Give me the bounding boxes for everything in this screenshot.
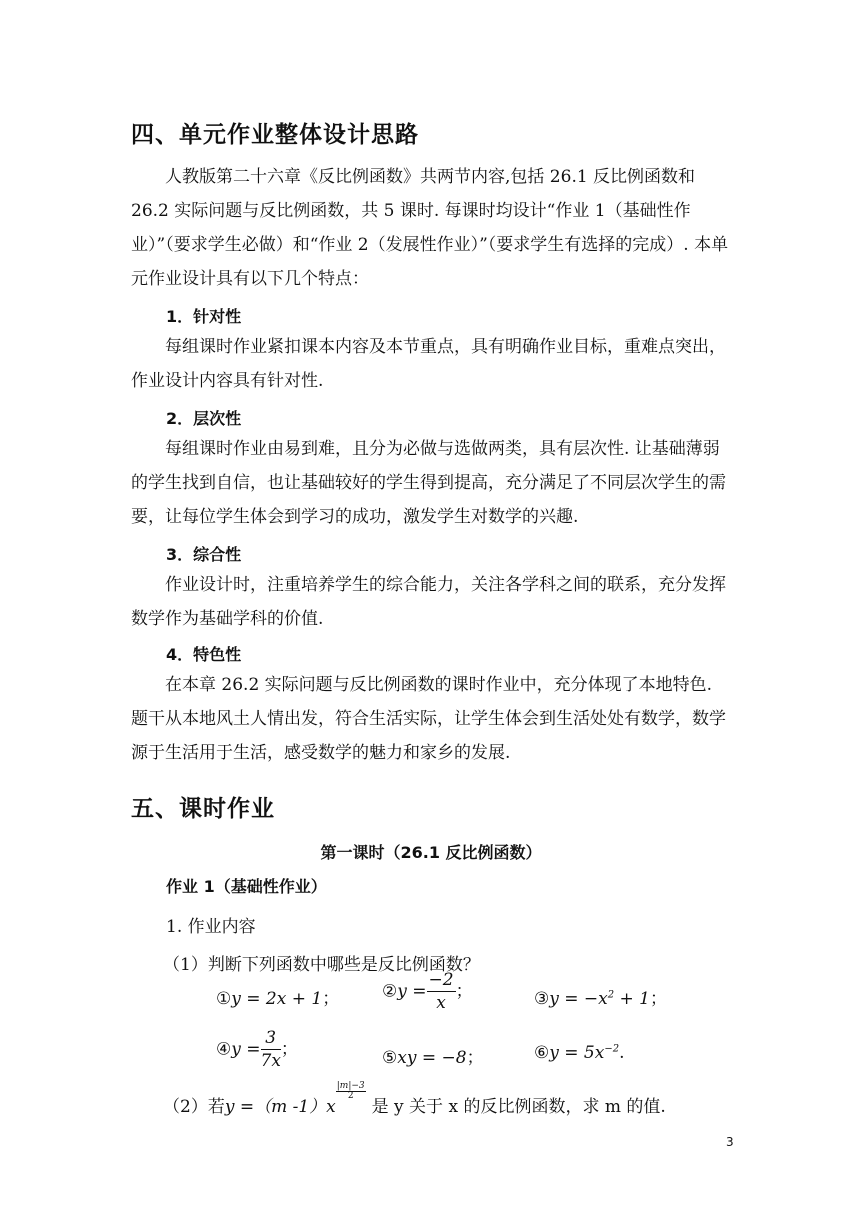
feature-3-title: 3．综合性 [166, 545, 242, 564]
option-1-punct: ； [322, 989, 340, 1009]
feature-1-text [131, 330, 731, 398]
option-3-number: ③ [534, 989, 550, 1009]
section-4-heading: 四、单元作业整体设计思路 [131, 122, 419, 148]
feature-4-title: 4．特色性 [166, 645, 242, 664]
feature-2-title: 2．层次性 [166, 409, 242, 428]
option-5-expression: xy = −8 [397, 1048, 467, 1068]
option-2-lhs: y = [397, 981, 427, 1002]
option-2-fraction [427, 972, 456, 1012]
question-2-expression: y =（m -1）x [224, 1097, 336, 1117]
feature-4-body: 在本章 26.2 实际问题与反比例函数的课时作业中，充分体现了本地特色. 题干从本地风土人情出发，符合生活实际，让学生体会到生活处处有数学，数学源于生活用于生活，感受数学的魅力和家乡的发展. [131, 675, 726, 763]
feature-2-text [131, 432, 731, 534]
feature-3-body: 作业设计时，注重培养学生的综合能力，关注各学科之间的联系，充分发挥数学作为基础学科的价值. [131, 575, 726, 629]
option-2-denominator: x [436, 993, 446, 1013]
option-4-numerator: 3 [261, 1030, 281, 1050]
question-1-prompt: （1）判断下列函数中哪些是反比例函数？ [163, 955, 480, 975]
section-5-heading: 五、课时作业 [131, 796, 275, 822]
option-4-punct: ； [280, 1039, 298, 1060]
exponent-denominator: 2 [347, 1091, 354, 1101]
homework-title: 作业 1（基础性作业） [166, 877, 327, 896]
question-2 [163, 1082, 666, 1117]
option-6-exponent: −2 [604, 1043, 620, 1055]
feature-4-text [131, 668, 731, 770]
option-2 [382, 972, 473, 1012]
option-2-numerator: −2 [428, 970, 454, 990]
option-4-number: ④ [216, 1039, 232, 1060]
option-6-punct: . [619, 1043, 625, 1063]
feature-1-title: 1．针对性 [166, 307, 242, 326]
option-1 [216, 984, 339, 1009]
exponent-numerator: |m|−3 [336, 1081, 365, 1091]
lesson-title: 第一课时（26.1 反比例函数） [320, 843, 542, 862]
option-6 [534, 1043, 624, 1063]
option-3-exponent: 2 [607, 989, 615, 1001]
option-2-number: ② [382, 981, 398, 1002]
option-3-punct: ； [650, 989, 667, 1009]
feature-1-body: 每组课时作业紧扣课本内容及本节重点，具有明确作业目标，重难点突出，作业设计内容具有针对性. [131, 337, 726, 391]
option-4-denominator: 7x [260, 1051, 281, 1071]
feature-2-body: 每组课时作业由易到难，且分为必做与选做两类，具有层次性. 让基础薄弱的学生找到自信，也让基础较好的学生得到提高，充分满足了不同层次学生的需要，让每位学生体会到学习的成功，激发学生对数学的兴趣. [131, 439, 726, 527]
question-2-suffix: 是 y 关于 x 的反比例函数，求 m 的值. [371, 1097, 666, 1117]
option-1-number: ① [216, 989, 232, 1009]
question-2-prefix: （2）若 [163, 1097, 225, 1117]
option-6-number: ⑥ [534, 1043, 550, 1063]
intro-text: 人教版第二十六章《反比例函数》共两节内容,包括 26.1 反比例函数和 26.2 实际问题与反比例函数，共 5 课时. 每课时均设计“作业 1（基础性作业）”（要求学生必做）和“作业 2（发展性作业）”（要求学生有选择的完成）. 本单元作业设计具有以下几个特点： [131, 167, 729, 289]
option-4-lhs: y = [231, 1039, 261, 1060]
option-3 [534, 984, 667, 1009]
option-2-punct: ； [455, 981, 473, 1002]
question-2-exponent [336, 1082, 366, 1101]
option-5 [382, 1043, 484, 1068]
page-number: 3 [726, 1135, 734, 1149]
feature-3-text [131, 568, 731, 636]
option-3-expression: y = −x [549, 989, 608, 1009]
option-3-expression-tail: + 1 [614, 989, 650, 1009]
option-5-number: ⑤ [382, 1048, 398, 1068]
section-4-intro [131, 160, 731, 296]
option-1-expression: y = 2x + 1 [231, 989, 323, 1009]
content-label: 1. 作业内容 [166, 917, 256, 937]
option-4 [216, 1030, 298, 1070]
option-5-punct: ； [466, 1048, 484, 1068]
option-6-expression: y = 5x [549, 1043, 605, 1063]
option-4-fraction [261, 1030, 281, 1070]
